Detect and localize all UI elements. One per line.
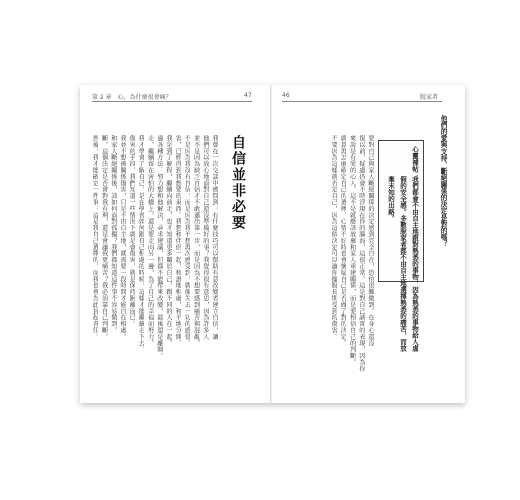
left-body-column: 我曾在一次交談中被問到：有什麼技巧可以幫助有意改變者建立自信，讓 — [211, 135, 218, 340]
left-body-column: 不是因為我沒有自信，而是因為我不想再次感受到，就像失去一切的感覺。 — [183, 135, 191, 347]
left-body-column: 然後，我才能確定一件事：這是我自己選擇的，而我也會為此負起責任。 — [91, 135, 99, 340]
left-body-column: 我是到了解程，繼續向前走，也才知道更多關於自己，跟不同的人在一起。 — [165, 135, 172, 347]
right-body-column: 復以前，疑慮仍會不時浮現在你的腦海，這很正常。這是對自己誠實的表現，因為你 — [357, 135, 365, 372]
left-body-column: 走，繼續留在害怕的大橋上，還是要走向另一邊，為了自己的幸福而努力。 — [146, 135, 154, 347]
left-body-column: 和家人斷絕關係後，該如何面對孤獨？我們都知道這件事不容易做到。 — [109, 135, 117, 334]
right-body-column: 就算再怎麼確定自己的選擇，心情不好時也會懷疑自己是否做了對的決定。 — [339, 135, 347, 347]
header-rule-right — [282, 101, 442, 102]
page-number-left: 47 — [244, 92, 252, 99]
right-body-column: 要對自己與家人斷絕關係的決定感到完全自在，恐怕很難做到。在身心還沒 — [367, 135, 374, 347]
book-title-header: 脫家者 — [420, 94, 439, 101]
left-body-column: 我並不想被關係傷害，只是不由自主地，就需要一段時間才能自在相處。 — [119, 135, 126, 340]
chapter-header: 第 2 章 心，為什麼很會痛？ — [92, 94, 172, 101]
left-body-column: 並不是因為缺乏自信才不敢邁出第一步，而是因為不想要感到痛苦與混亂。 — [192, 135, 200, 347]
right-body-column: 不要因為這樣就否定自己，因為這個決定可以讓你擺脫長期受到的傷害。 — [330, 135, 338, 340]
left-body-column: 害，已經得到我想要的東西。我想和伴侶一起，和諧地相處，和平地分開。 — [174, 135, 182, 347]
left-body-column: 傷害的手段，我們知道一些情況下就是會傷害，就是保持距離而已。 — [128, 135, 136, 327]
insight-box-line-2: 假的安全感。多數脫家者都不由自主地選擇熟悉的痛苦，而放 — [399, 176, 407, 352]
insight-box-line-1: 我們都會不由自主地跟對熟悉的事物，因為熟悉的事物給人虛 — [411, 176, 419, 352]
section-title: 自信並非必要 — [230, 135, 246, 231]
insight-box-label: 心靈補帖： — [411, 146, 419, 179]
page-number-right: 46 — [282, 92, 290, 99]
left-body-column: 過各種方法：努力想和他解決，尋求建議，但都不能帶來改變，最後還是離開。 — [155, 135, 163, 359]
right-body-column: 來說是有愛的心人。這不是就應該放棄和家人重建關係，而是要相信自己的判斷。 — [348, 135, 356, 366]
left-body-column: 我才學會了解自己，是在學習如何跟自己相處的時候，這樣才能繼續走下去。 — [137, 135, 145, 353]
left-body-column: 斷，這個決定是否會對我有利，還是會讓我更痛苦？我必須靠自己判斷。 — [100, 135, 108, 340]
insight-box-line-3: 棄未知的出路。 — [387, 176, 395, 222]
headline-text: 他們的愛與支持，斷絕關係的決定是對的嗎？ — [439, 115, 447, 247]
header-rule-left — [92, 101, 252, 102]
left-body-column: 他們可以放心地面對自己還沒準備好的事？我覺得很有意思，因為許多人 — [201, 135, 209, 340]
